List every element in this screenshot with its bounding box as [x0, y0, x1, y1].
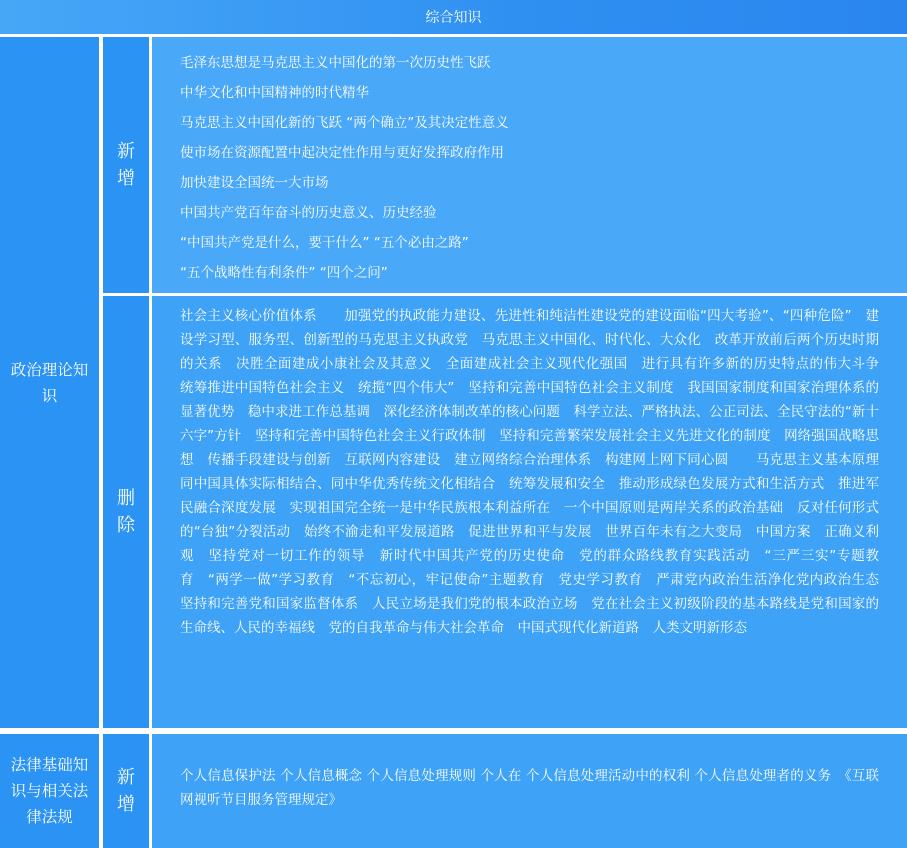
list-item: 中国共产党百年奋斗的历史意义、历史经验 — [180, 205, 437, 221]
subcategory-label: 新增 — [117, 767, 135, 815]
list-item: 马克思主义中国化新的飞跃 “两个确立”及其决定性意义 — [180, 115, 509, 131]
subcategory-cell-deleted — [103, 296, 149, 728]
category-label: 法律基础知识与相关法律法规 — [10, 756, 89, 826]
category-cell-politics — [0, 37, 99, 728]
list-item: 毛泽东思想是马克思主义中国化的第一次历史性飞跃 — [180, 55, 491, 71]
content-cell-added-list — [152, 37, 907, 293]
subcategory-label: 新增 — [117, 141, 135, 189]
subcategory-label: 删除 — [117, 488, 135, 536]
deleted-items-paragraph: 社会主义核心价值体系 加强党的执政能力建设、先进性和纯洁性建设党的建设面临“四大考验”、“四种危险” 建设学习型、服务型、创新型的马克思主义执政党 马克思主义中国化、时代化、大众化 改革开放前后两个历史时期的关系 决胜全面建成小康社会及其意义 全面建成社会主义现代化强国 进行具有许多新的历史特点的伟大斗争 统筹推进中国特色社会主义 统揽“四个伟大” 坚持和完善中国特色社会主义制度 我国国家制度和国家治理体系的显著优势 稳中求进工作总基调 深化经济体制改革的核心问题 科学立法、严格执法、公正司法、全民守法的“新十六字”方针 坚持和完善中国特色社会主义行政体制 坚持和完善繁荣发展社会主义先进文化的制度 网络强国战略思想 传播手段建设与创新 互联网内容建设 建立网络综合治理体系 构建网上网下同心圆 马克思主义基本原理同中国具体实际相结合、同中华优秀传统文化相结合 统筹发展和安全 推动形成绿色发展方式和生活方式 推进军民融合深度发展 实现祖国完全统一是中华民族根本利益所在 一个中国原则是两岸关系的政治基础 反对任何形式的“台独”分裂活动 始终不渝走和平发展道路 促进世界和平与发展 世界百年未有之大变局 中国方案 正确义利观 坚持党对一切工作的领导 新时代中国共产党的历史使命 党的群众路线教育实践活动 “三严三实”专题教育 “两学一做”学习教育 “不忘初心，牢记使命”主题教育 党史学习教育 严肃党内政治生活净化党内政治生态 坚持和完善党和国家监督体系 人民立场是我们党的根本政治立场 党在社会主义初级阶段的基本路线是党和国家的生命线、人民的幸福线 党的自我革命与伟大社会革命 中国式现代化新道路 人类文明新形态 — [180, 308, 893, 636]
header-title: 综合知识 — [425, 10, 482, 26]
content-cell-law-added-text — [152, 734, 907, 848]
list-item: 加快建设全国统一大市场 — [180, 175, 329, 191]
subcategory-cell-added — [103, 37, 149, 293]
content-cell-deleted-text — [152, 296, 907, 728]
category-label: 政治理论知识 — [10, 360, 89, 405]
table-header — [0, 0, 907, 34]
list-item: 使市场在资源配置中起决定性作用与更好发挥政府作用 — [180, 145, 504, 161]
list-item: “五个战略性有利条件” “四个之问” — [180, 265, 388, 281]
list-item: 中华文化和中国精神的时代精华 — [180, 85, 369, 101]
list-item: “中国共产党是什么，要干什么” “五个必由之路” — [180, 235, 469, 251]
subcategory-cell-law-added — [103, 734, 149, 848]
law-added-paragraph: 个人信息保护法 个人信息概念 个人信息处理规则 个人在 个人信息处理活动中的权利 个人信息处理者的义务 《互联网视听节目服务管理规定》 — [180, 768, 879, 808]
category-cell-law — [0, 734, 99, 848]
